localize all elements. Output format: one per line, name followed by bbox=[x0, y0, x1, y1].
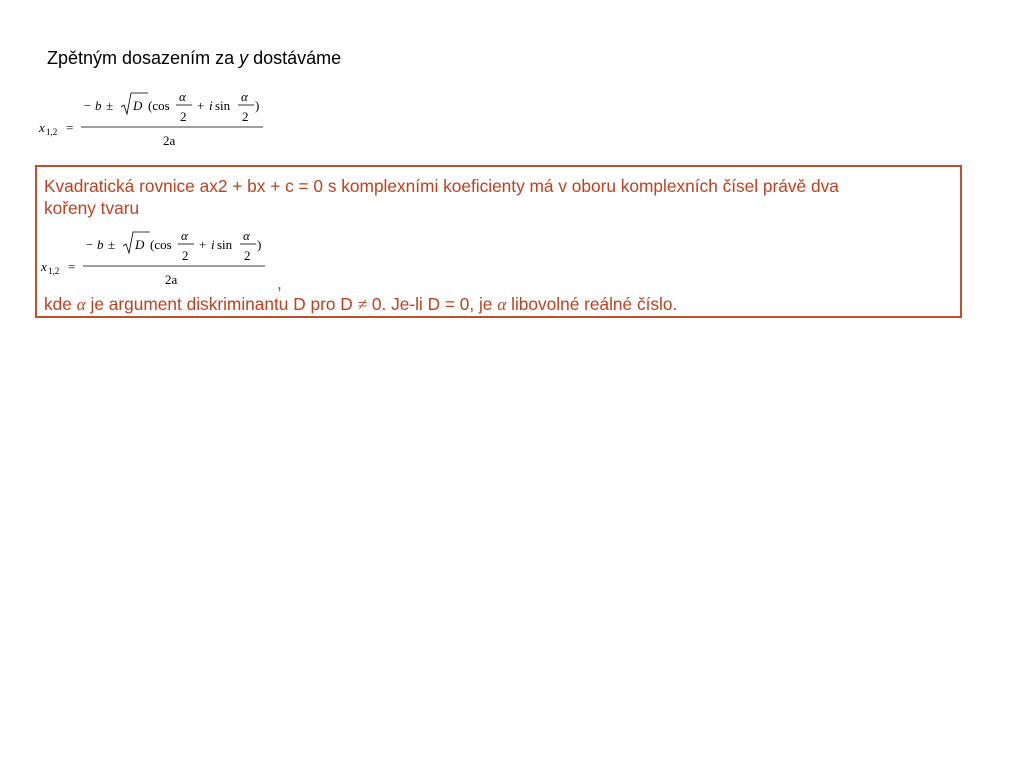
formula-alpha-1: α bbox=[179, 89, 186, 104]
formula-plus: + bbox=[199, 237, 207, 252]
formula-lhs-sub: 1,2 bbox=[48, 266, 60, 276]
formula-close: ) bbox=[257, 237, 262, 252]
intro-text-before: Zpětným dosazením za bbox=[47, 48, 240, 68]
formula-sin: sin bbox=[215, 98, 231, 113]
formula-plusminus: ± bbox=[108, 237, 116, 252]
formula-alpha-1: α bbox=[181, 228, 188, 243]
theorem-line-3-part-3: 0. Je-li D = 0, je bbox=[367, 294, 498, 314]
formula-sin: sin bbox=[217, 237, 233, 252]
formula-svg bbox=[37, 88, 277, 148]
formula-minus-b: − b bbox=[83, 98, 102, 113]
formula-i: i bbox=[211, 237, 215, 252]
intro-text-after: dostáváme bbox=[248, 48, 342, 68]
theorem-line-3-part-1: kde bbox=[44, 294, 77, 314]
formula-lhs-var: x bbox=[41, 259, 47, 274]
formula-two-2: 2 bbox=[244, 248, 251, 263]
theorem-box bbox=[35, 165, 962, 318]
theorem-comma: , bbox=[277, 273, 282, 293]
formula-minus-b: − b bbox=[85, 237, 104, 252]
intro-variable: y bbox=[239, 48, 249, 68]
formula-equals: = bbox=[68, 259, 76, 274]
formula-theorem bbox=[39, 227, 279, 287]
formula-plus: + bbox=[197, 98, 205, 113]
alpha-symbol: α bbox=[497, 295, 507, 314]
formula-i: i bbox=[209, 98, 213, 113]
formula-equals: = bbox=[66, 120, 74, 135]
formula-D: D bbox=[135, 237, 145, 252]
formula-intro bbox=[37, 88, 277, 148]
formula-alpha-2: α bbox=[243, 228, 250, 243]
formula-D: D bbox=[133, 98, 143, 113]
formula-close: ) bbox=[255, 98, 260, 113]
formula-denominator: 2a bbox=[163, 133, 176, 148]
theorem-line-1: Kvadratická rovnice ax2 + bx + c = 0 s komplexními koeficienty má v oboru komplexních čísel právě dva bbox=[44, 176, 839, 196]
formula-alpha-2: α bbox=[241, 89, 248, 104]
formula-lhs-var: x bbox=[39, 120, 45, 135]
theorem-line-3 bbox=[44, 293, 677, 316]
formula-open-cos: (cos bbox=[150, 237, 172, 252]
formula-two-1: 2 bbox=[182, 248, 189, 263]
theorem-line-3-part-4: libovolné reálné číslo. bbox=[506, 294, 678, 314]
formula-two-1: 2 bbox=[180, 109, 187, 124]
alpha-symbol: α bbox=[76, 295, 86, 314]
theorem-line-2: kořeny tvaru bbox=[44, 198, 140, 218]
formula-denominator: 2a bbox=[165, 272, 178, 287]
neq-symbol: ≠ bbox=[357, 295, 368, 314]
intro-text bbox=[47, 48, 341, 69]
formula-two-2: 2 bbox=[242, 109, 249, 124]
theorem-line-3-part-2: je argument diskriminantu D pro D bbox=[85, 294, 358, 314]
formula-lhs-sub: 1,2 bbox=[46, 127, 58, 137]
formula-open-cos: (cos bbox=[148, 98, 170, 113]
formula-svg bbox=[39, 227, 279, 287]
formula-plusminus: ± bbox=[106, 98, 114, 113]
